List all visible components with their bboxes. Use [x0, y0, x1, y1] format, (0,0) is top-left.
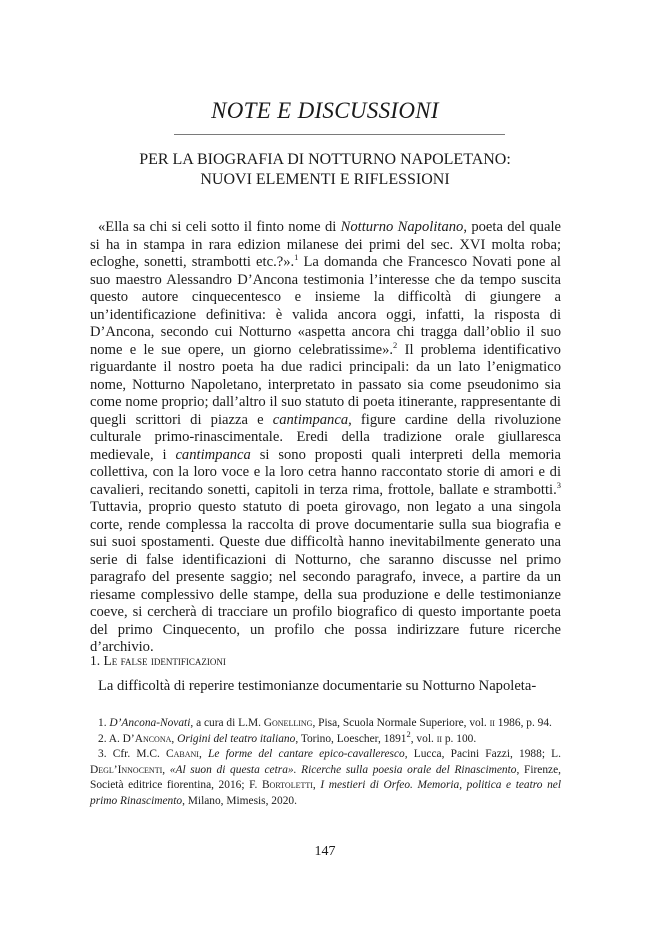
section-header: NOTE E DISCUSSIONI — [211, 98, 439, 123]
article-title — [96, 150, 554, 190]
text-run: p. 100. — [442, 732, 477, 745]
text-run: , Milano, Mimesis, 2020. — [182, 794, 297, 807]
text-run: si sono proposti quali interpreti della memoria collettiva, con la loro voce e la loro cetra hanno raccontato storie di amori e di cavalieri, recitando sonetti, capitoli in terza rima, frottole, ballate e strambotti. — [90, 446, 562, 498]
smallcaps-run: Cabani — [166, 748, 199, 760]
body-paragraph-2: La difficoltà di reperire testimonianze documentarie su Notturno Napoleta- — [98, 678, 537, 694]
article-title-line-1: PER LA BIOGRAFIA DI NOTTURNO NAPOLETANO: — [139, 151, 511, 168]
footnote-1 — [90, 716, 561, 732]
text-run: La domanda che Francesco Novati pone al suo maestro Alessandro D’Ancona testimonia l’interesse che da tempo suscita questo autore cinquecentesco e insieme la difficoltà di giungere a un’identificazione definitiva: è valida ancora oggi, infatti, la risposta di D’Ancona, secondo cui Notturno «aspetta ancora chi tragga dall’oblio il suo nome e le sue opere, un giorno celebratissime». — [90, 254, 561, 358]
text-run: , poeta del quale si ha in stampa in rara edizion milanese dei primi del sec. XVI molta roba; ecloghe, sonetti, strambotti etc.?». — [90, 219, 561, 270]
text-run: Cfr. M.C. — [112, 748, 167, 760]
text-run: , a cura di L.M. — [190, 717, 264, 729]
text-run: , Torino, Loescher, 1891 — [295, 732, 407, 745]
italic-run: cantimpanca — [175, 446, 251, 463]
footnote-number: 1. — [98, 717, 107, 729]
text-run: Tuttavia, proprio questo statuto di poeta girovago, non legato a una singola corte, rende complessa la raccolta di prove documentarie sulla sua biografia e sui suoi spostamenti. Queste due difficoltà hanno inevitabilmente generato una serie di false identificazioni di Notturno, che saranno discusse nel primo paragrafo del presente saggio; nel secondo paragrafo, invece, a partire da un riesame complessivo delle stampe, della sua produzione e delle testimonianze coeve, si cercherà di tracciare un profilo biografico di questo importante poeta del primo Cinquecento, un profilo che possa indirizzare future ricerche d’archivio. — [90, 499, 561, 655]
smallcaps-run: Bortoletti — [261, 779, 313, 791]
article-title-line-2: NUOVI ELEMENTI E RIFLESSIONI — [200, 171, 450, 188]
text-run: , — [162, 763, 170, 776]
footnote-number: 3. — [98, 748, 107, 760]
text-run: , vol. — [410, 732, 437, 745]
paragraph — [90, 219, 561, 657]
footnote-number: 2. — [98, 732, 107, 745]
text-run: , Pisa, Scuola Normale Superiore, vol. — [312, 717, 490, 729]
italic-run: «Al suon di questa cetra». Ricerche sulla poesia orale del Rinascimento — [169, 763, 517, 776]
smallcaps-run: Degl’Innocenti — [90, 763, 163, 776]
text-run: Il problema identificativo riguardante il nostro poeta ha due radici principali: da un lato l’enigmatico nome, Notturno Napoletano, interpretato in passato sia come pseudonimo sia come nome proprio; dall’altro il suo statuto di poeta itinerante, rappresentante di quegli scrittori di piazza e — [90, 341, 561, 428]
text-run: A. D’ — [108, 732, 135, 745]
page-number: 147 — [314, 844, 336, 859]
footnote-ref-3: 3 — [556, 479, 561, 490]
text-run: , — [198, 748, 209, 760]
text-run: , — [171, 732, 178, 745]
smallcaps-run: Gonelling — [263, 717, 313, 729]
italic-run: cantimpanca — [272, 411, 349, 428]
footnote-ref-1: 1 — [294, 252, 299, 263]
text-run: «Ella sa chi si celi sotto il finto nome di — [98, 219, 341, 235]
footnotes — [90, 716, 561, 809]
text-run: , Firenze, Società editrice fiorentina, 2016; F. — [90, 763, 562, 791]
footnote-3 — [90, 747, 561, 809]
text-run: , figure cardine della rivoluzione culturale primo-rinascimentale. Eredi della tradizione orale giullaresca medievale, i — [90, 411, 561, 463]
smallcaps-run: ii — [489, 717, 495, 729]
text-run: , — [312, 779, 321, 791]
italic-run: I mestieri di Orfeo. Memoria, politica e teatro nel primo Rinascimento — [90, 779, 561, 807]
text-run: 1986, p. 94. — [494, 717, 552, 729]
superscript: 2 — [406, 728, 411, 739]
footnote-ref-2: 2 — [393, 339, 398, 350]
italic-run: Origini del teatro italiano — [177, 732, 296, 745]
text-run: , Lucca, Pacini Fazzi, 1988; L. — [404, 748, 561, 760]
section-subheading: 1. Le false identificazioni — [90, 653, 226, 668]
italic-run: Notturno Napolitano — [340, 219, 464, 235]
header-rule — [174, 134, 505, 135]
smallcaps-run: Ancona — [134, 732, 172, 745]
footnote-2 — [90, 728, 561, 748]
smallcaps-run: ii — [436, 732, 443, 745]
body-paragraph-1 — [90, 219, 561, 657]
italic-run: D’Ancona-Novati — [109, 717, 191, 729]
italic-run: Le forme del cantare epico-cavalleresco — [208, 748, 405, 760]
